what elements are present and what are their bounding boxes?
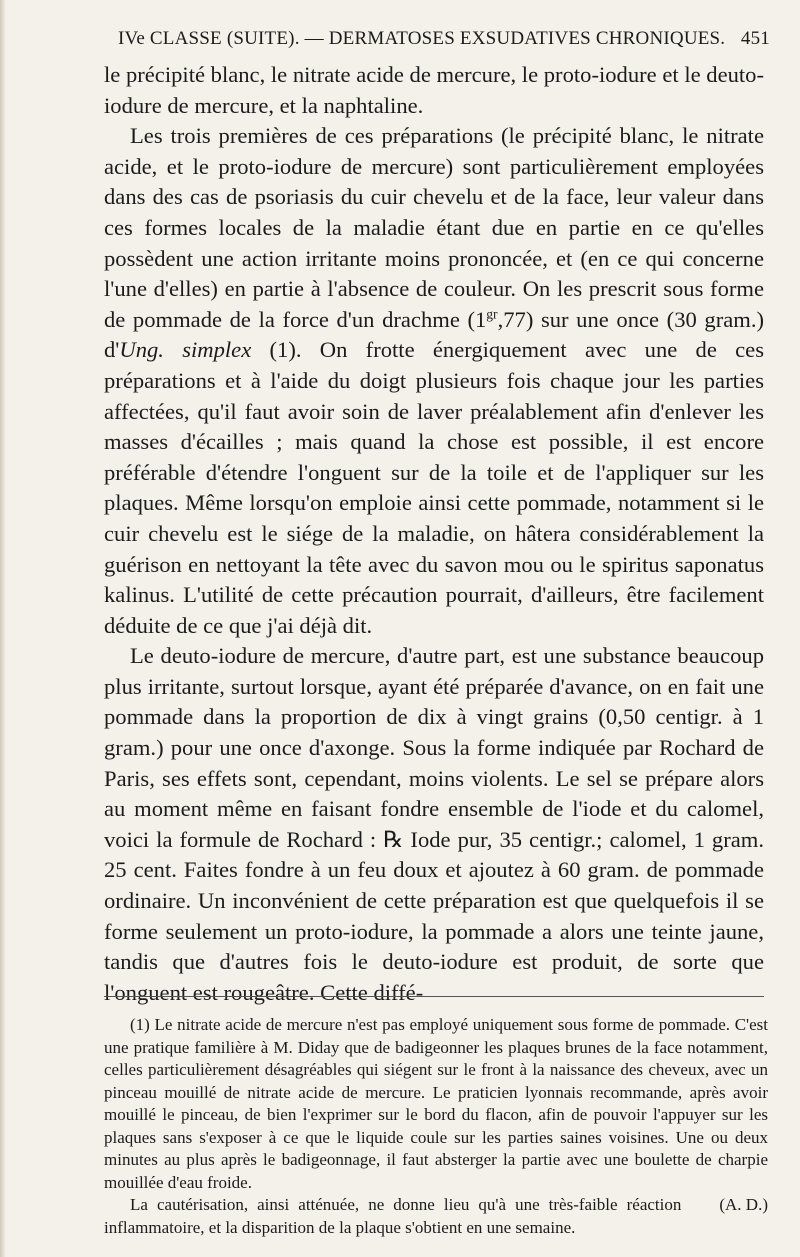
running-head [118, 28, 770, 50]
running-title: IVe CLASSE (SUITE). — DERMATOSES EXSUDATIVES CHRONIQUES. [118, 28, 726, 49]
footnote-signature: (A. D.) [719, 1195, 768, 1214]
footnotes [104, 1014, 768, 1239]
italic-term: Ung. simplex [119, 337, 252, 363]
text-run: (1). On frotte énergiquement avec une de ces préparations et à l'aide du doigt plusieurs fois chaque jour les parties affectées, qu'il faut avoir soin de laver préalablement afin d'enlever les masses d'écailles ; mais quand la chose est possible, il est encore préférable d'étendre l'onguent sur de la toile et de l'appliquer sur les plaques. Même lorsqu'on emploie ainsi cette pommade, notamment si le cuir chevelu est le siége de la maladie, on hâtera considérablement la guérison en nettoyant la tête avec du savon mou ou le spiritus saponatus kalinus. L'utilité de cette précaution pourrait, d'ailleurs, être facilement déduite de ce que j'ai déjà dit. [104, 337, 764, 638]
footnote: (1) Le nitrate acide de mercure n'est pas employé uniquement sous forme de pommade. C'est une pratique familière à M. Diday que de badigeonner les plaques brunes de la face notamment, celles particulièrement désagréables qui siégent sur le front à la naissance des cheveux, avec un pinceau mouillé de nitrate acide de mercure. Le praticien lyonnais recommande, après avoir mouillé le pinceau, de bien l'exprimer sur le bord du flacon, afin de pouvoir l'appuyer sur les plaques sans s'exposer à ce que le liquide coule sur les parties saines voisines. Une ou deux minutes au plus après le badigeonnage, il faut absterger la partie avec une boulette de charpie mouillée d'eau froide. [104, 1015, 768, 1192]
footnote-divider [104, 996, 764, 997]
paragraph [104, 121, 764, 641]
text-run: Les trois premières de ces préparations (le précipité blanc, le nitrate acide, et le proto-iodure de mercure) sont particulièrement employées dans des cas de psoriasis du cuir chevelu et de la face, leur valeur dans ces formes locales de la maladie étant due en partie en ce qu'elles possèdent une action irritante moins prononcée, et (en ce qui concerne l'une d'elles) en partie à l'absence de couleur. On les prescrit sous forme de pommade de la force d'un drachme (1 [104, 123, 764, 332]
paragraph: Le deuto-iodure de mercure, d'autre part, est une substance beaucoup plus irritante, surtout lorsque, ayant été préparée d'avance, on en fait une pommade dans la proportion de dix à vingt grains (0,50 centigr. à 1 gram.) pour une once d'axonge. Sous la forme indiquée par Rochard de Paris, ses effets sont, cependant, moins violents. Le sel se prépare alors au moment même en faisant fondre ensemble de l'iode et du calomel, voici la formule de Rochard : ℞ Iode pur, 35 centigr.; calomel, 1 gram. 25 cent. Faites fondre à un feu doux et ajoutez à 60 gram. de pommade ordinaire. Un inconvénient de cette préparation est que quelquefois il se forme seulement un proto-iodure, la pommade a alors une teinte jaune, tandis que d'autres fois le deuto-iodure est produit, de sorte que l'onguent est rougeâtre. Cette diffé- [104, 643, 764, 1005]
text-run: La cautérisation, ainsi atténuée, ne donne lieu qu'à une très-faible réaction inflammatoire, et la disparition de la plaque s'obtient en une semaine. [104, 1195, 682, 1237]
superscript-unit: gr [486, 306, 498, 322]
footnote-continuation [104, 1194, 768, 1239]
page-edge-shadow [0, 0, 6, 1257]
text-run: ,77) sur une once (30 gram.) d' [104, 306, 764, 363]
page-number: 451 [740, 28, 770, 49]
main-text [104, 60, 764, 1008]
paragraph: le précipité blanc, le nitrate acide de mercure, le proto-iodure et le deuto-iodure de mercure, et la naphtaline. [104, 62, 764, 118]
